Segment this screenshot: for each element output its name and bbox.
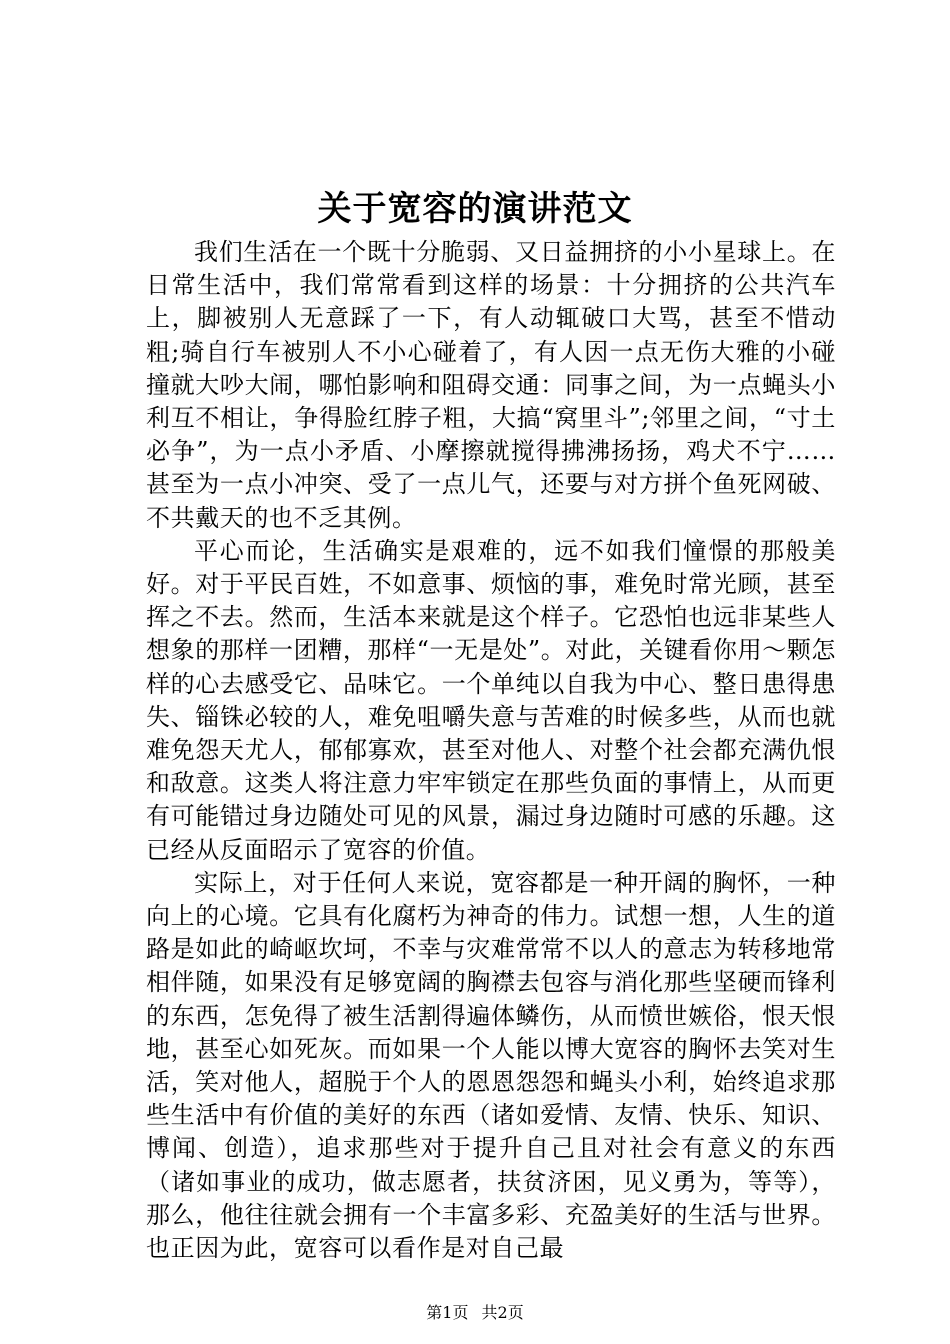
page-number: 第1页 — [426, 1303, 469, 1322]
paragraph-1: 我们生活在一个既十分脆弱、又日益拥挤的小小星球上。在日常生活中，我们常常看到这样的场景：十分拥挤的公共汽车上，脚被别人无意踩了一下，有人动辄破口大骂，甚至不惜动粗;骑自行车被别人不小心碰着了，有人因一点无伤大雅的小碰撞就大吵大闹，哪怕影响和阻碍交通：同事之间，为一点蝇头小利互不相让，争得脸红脖子粗，大搞“窝里斗”;邻里之间，“寸土必争”，为一点小矛盾、小摩擦就搅得拂沸扬扬，鸡犬不宁……甚至为一点小冲突、受了一点儿气，还要与对方拼个鱼死网破、不共戴天的也不乏其例。 — [146, 238, 836, 532]
document-body — [146, 236, 836, 1265]
paragraph-3: 实际上，对于任何人来说，宽容都是一种开阔的胸怀，一种向上的心境。它具有化腐朽为神奇的伟力。试想一想，人生的道路是如此的崎岖坎坷，不幸与灾难常常不以人的意志为转移地常相伴随，如果没有足够宽阔的胸襟去包容与消化那些坚硬而锋利的东西，怎免得了被生活割得遍体鳞伤，从而愤世嫉俗，恨天恨地，甚至心如死灰。而如果一个人能以博大宽容的胸怀去笑对生活，笑对他人，超脱于个人的恩恩怨怨和蝇头小利，始终追求那些生活中有价值的美好的东西（诸如爱情、友情、快乐、知识、博闻、创造），追求那些对于提升自己且对社会有意义的东西（诸如事业的成功，做志愿者，扶贫济困，见义勇为，等等），那么，他往往就会拥有一个丰富多彩、充盈美好的生活与世界。也正因为此，宽容可以看作是对自己最 — [146, 868, 836, 1263]
page-total: 共2页 — [481, 1303, 524, 1322]
document-title: 关于宽容的演讲范文 — [317, 189, 633, 229]
paragraph-2: 平心而论，生活确实是艰难的，远不如我们憧憬的那般美好。对于平民百姓，不如意事、烦恼的事，难免时常光顾，甚至挥之不去。然而，生活本来就是这个样子。它恐怕也远非某些人想象的那样一团糟，那样“一无是处”。对此，关键看你用～颗怎样的心去感受它、品味它。一个单纯以自我为中心、整日患得患失、锱铢必较的人，难免咀嚼失意与苦难的时候多些，从而也就难免怨天尤人，郁郁寡欢，甚至对他人、对整个社会都充满仇恨和敌意。这类人将注意力牢牢锁定在那些负面的事情上，从而更有可能错过身边随处可见的风景，漏过身边随时可感的乐趣。这已经从反面昭示了宽容的价值。 — [146, 536, 836, 864]
page-footer — [0, 1302, 950, 1324]
